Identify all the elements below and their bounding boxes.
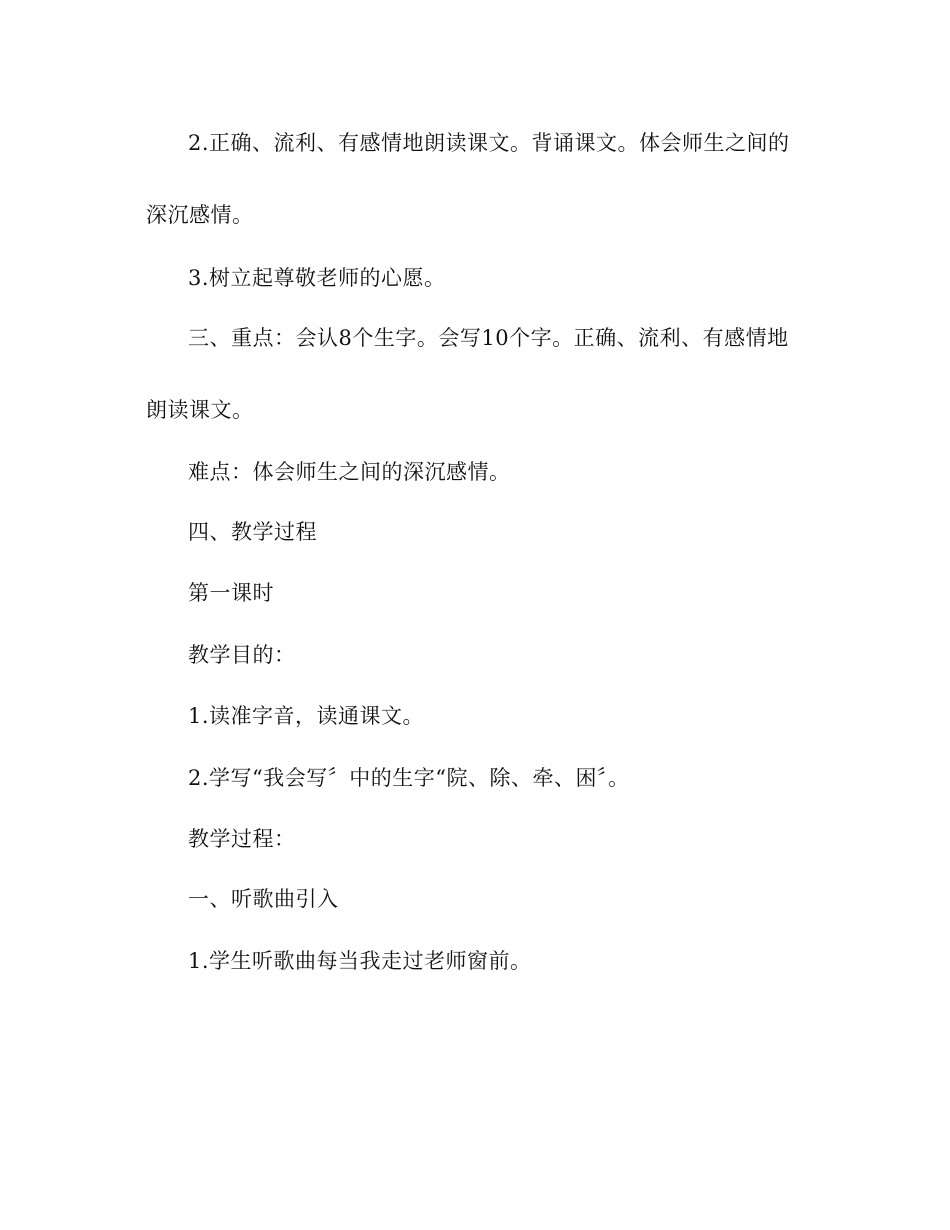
- paragraph-key-points: 三、重点：会认8个生字。会写10个字。正确、流利、有感情地: [188, 326, 789, 350]
- list-item-step-1: 1.学生听歌曲每当我走过老师窗前。: [188, 949, 532, 973]
- section-heading-teaching-process: 四、教学过程: [188, 520, 317, 544]
- paragraph-objective-2: 2.正确、流利、有感情地朗读课文。背诵课文。体会师生之间的: [188, 131, 790, 155]
- step-heading-song-introduction: 一、听歌曲引入: [188, 887, 339, 911]
- lesson-heading-first-period: 第一课时: [188, 581, 274, 605]
- list-item-purpose-2: 2.学写“我会写〞中的生字“院、除、牵、困〞。: [188, 766, 630, 790]
- subheading-teaching-purpose: 教学目的：: [188, 643, 296, 667]
- list-item-purpose-1: 1.读准字音，读通课文。: [188, 704, 425, 728]
- paragraph-objective-3: 3.树立起尊敬老师的心愿。: [188, 266, 446, 290]
- paragraph-objective-2-continued: 深沉感情。: [146, 203, 254, 227]
- subheading-teaching-steps: 教学过程：: [188, 827, 296, 851]
- paragraph-key-points-continued: 朗读课文。: [146, 398, 254, 422]
- paragraph-difficulty: 难点：体会师生之间的深沉感情。: [188, 460, 511, 484]
